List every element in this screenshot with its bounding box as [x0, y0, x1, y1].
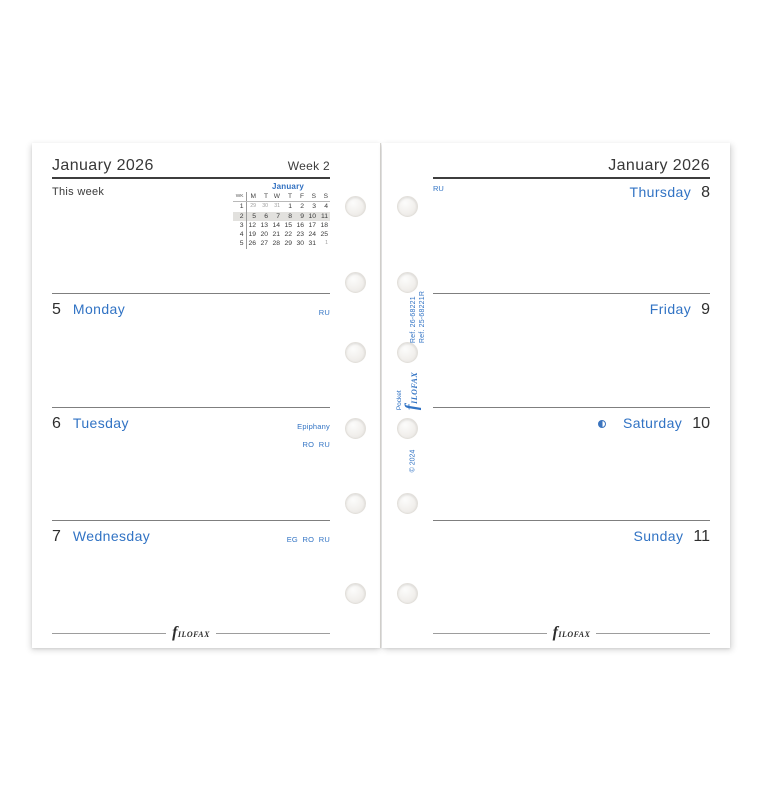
- ref-number: Ref. 26-68221: [410, 296, 417, 344]
- minical-day-header: T: [258, 192, 270, 202]
- day-name: Saturday: [622, 415, 683, 431]
- minical-day-cell: 30: [262, 203, 268, 210]
- filofax-logo: filofax: [172, 624, 210, 641]
- minical-day-cell: 15: [284, 221, 292, 229]
- minical-day-cell: 10: [308, 212, 316, 220]
- holiday-codes: [279, 413, 330, 458]
- minical-day-header: M: [246, 192, 258, 202]
- day-heading: [433, 408, 710, 433]
- holiday-codes: [300, 299, 330, 326]
- minical-week-row: [233, 230, 330, 239]
- filofax-logo: filofax: [552, 624, 591, 641]
- mini-calendar-grid: [233, 192, 330, 249]
- mini-calendar: [233, 181, 330, 249]
- minical-day-cell: 17: [308, 221, 316, 229]
- holiday-code-line: Epiphany: [297, 422, 330, 431]
- minical-day-cell: 7: [276, 212, 280, 220]
- punch-hole: [397, 342, 418, 363]
- minical-day-cell: 29: [284, 240, 292, 248]
- day-section-sunday: [433, 520, 710, 633]
- punch-hole: [397, 493, 418, 514]
- left-page-title: January 2026: [52, 157, 154, 174]
- mini-calendar-title: January: [271, 182, 305, 191]
- minical-week-row: [233, 212, 330, 221]
- day-number: 5: [52, 301, 61, 318]
- day-section-wednesday: [52, 520, 330, 633]
- minical-day-cell: 23: [296, 231, 304, 239]
- minical-week-number: 1: [233, 202, 246, 212]
- punch-hole: [345, 342, 366, 363]
- minical-week-row: [233, 221, 330, 230]
- right-page: [382, 143, 730, 648]
- minical-week-row: [233, 239, 330, 248]
- minical-day-cell: 2: [300, 203, 304, 211]
- minical-day-cell: 20: [260, 231, 268, 239]
- minical-day-cell: 26: [248, 240, 256, 248]
- minical-day-cell: 18: [320, 221, 328, 229]
- holiday-code-thursday: RU: [433, 184, 444, 193]
- minical-day-cell: 29: [250, 203, 256, 210]
- minical-week-number: 4: [233, 230, 246, 239]
- holiday-code-line: RO RU: [302, 440, 330, 449]
- punch-hole: [345, 196, 366, 217]
- spine-ref-numbers: [409, 291, 427, 343]
- minical-header-row: [233, 192, 330, 202]
- day-section-saturday: [433, 407, 710, 520]
- holiday-code-line: EG RO RU: [286, 535, 330, 544]
- day-number: 10: [692, 415, 710, 432]
- minical-day-cell: 28: [272, 240, 280, 248]
- day-number: 6: [52, 415, 61, 432]
- day-heading-thursday: [630, 184, 710, 202]
- day-number: 11: [693, 528, 710, 545]
- minical-day-cell: 4: [324, 203, 328, 211]
- minical-day-cell: 9: [300, 212, 304, 220]
- day-section-tuesday: [52, 407, 330, 520]
- minical-day-header: W: [270, 192, 282, 202]
- minical-day-header: F: [294, 192, 306, 202]
- day-number: 7: [52, 528, 61, 545]
- punch-hole: [397, 418, 418, 439]
- minical-week-row: [233, 202, 330, 212]
- right-page-title: January 2026: [608, 157, 710, 174]
- ref-number: Ref. 25-68221R: [419, 290, 426, 344]
- minical-day-cell: 8: [288, 212, 292, 220]
- minical-day-cell: 21: [272, 231, 280, 239]
- size-label: Pocket: [396, 390, 403, 411]
- minical-day-cell: 31: [274, 203, 280, 210]
- minical-day-header: S: [318, 192, 330, 202]
- punch-hole: [345, 493, 366, 514]
- day-number: 9: [701, 301, 710, 318]
- day-name: Friday: [649, 301, 692, 317]
- minical-day-cell: 31: [308, 240, 316, 248]
- holiday-code-line: RU: [318, 308, 330, 317]
- punch-hole: [397, 196, 418, 217]
- copyright-label: © 2024: [409, 449, 417, 473]
- minical-day-cell: 5: [252, 212, 256, 220]
- minical-day-cell: 16: [296, 221, 304, 229]
- right-page-footer: [433, 626, 710, 641]
- minical-day-cell: 14: [272, 221, 280, 229]
- minical-day-cell: 25: [320, 231, 328, 239]
- minical-day-cell: 19: [248, 231, 256, 239]
- day-name: Monday: [72, 301, 126, 317]
- day-section-friday: [433, 293, 710, 406]
- minical-week-number: 2: [233, 212, 246, 221]
- punch-hole: [345, 418, 366, 439]
- week-number-label: Week 2: [287, 159, 330, 173]
- day-name: Wednesday: [72, 528, 151, 544]
- filofax-logo: filofax: [401, 371, 421, 411]
- spine-brand: [396, 372, 422, 410]
- left-page-footer: [52, 626, 330, 641]
- minical-day-cell: 27: [260, 240, 268, 248]
- minical-day-header: S: [306, 192, 318, 202]
- minical-day-cell: 11: [320, 212, 328, 220]
- left-page-header: [52, 157, 330, 179]
- moon-phase-icon: [598, 420, 606, 428]
- day-heading: [433, 294, 710, 319]
- day-number: 8: [701, 184, 710, 201]
- minical-day-header: T: [282, 192, 294, 202]
- minical-week-number: 5: [233, 239, 246, 248]
- minical-day-cell: 12: [248, 221, 256, 229]
- day-heading: [52, 294, 330, 319]
- day-name: Tuesday: [72, 415, 129, 431]
- minical-week-number: 3: [233, 221, 246, 230]
- punch-hole: [345, 272, 366, 293]
- right-page-header: [433, 157, 710, 179]
- minical-day-cell: 30: [296, 240, 304, 248]
- day-name: Sunday: [633, 528, 684, 544]
- this-week-label: This week: [52, 186, 105, 198]
- day-name: Thursday: [629, 184, 692, 200]
- minical-day-cell: 1: [325, 240, 328, 247]
- left-page: [32, 143, 381, 648]
- minical-day-cell: 1: [288, 203, 292, 211]
- minical-day-cell: 6: [264, 212, 268, 220]
- minical-day-cell: 24: [308, 231, 316, 239]
- punch-hole: [345, 583, 366, 604]
- holiday-codes: [268, 526, 330, 553]
- punch-hole: [397, 583, 418, 604]
- minical-wk-header: WK: [233, 192, 246, 202]
- minical-day-cell: 13: [260, 221, 268, 229]
- day-section-monday: [52, 293, 330, 406]
- minical-day-cell: 22: [284, 231, 292, 239]
- minical-day-cell: 3: [312, 203, 316, 211]
- day-heading: [433, 521, 710, 546]
- punch-hole: [397, 272, 418, 293]
